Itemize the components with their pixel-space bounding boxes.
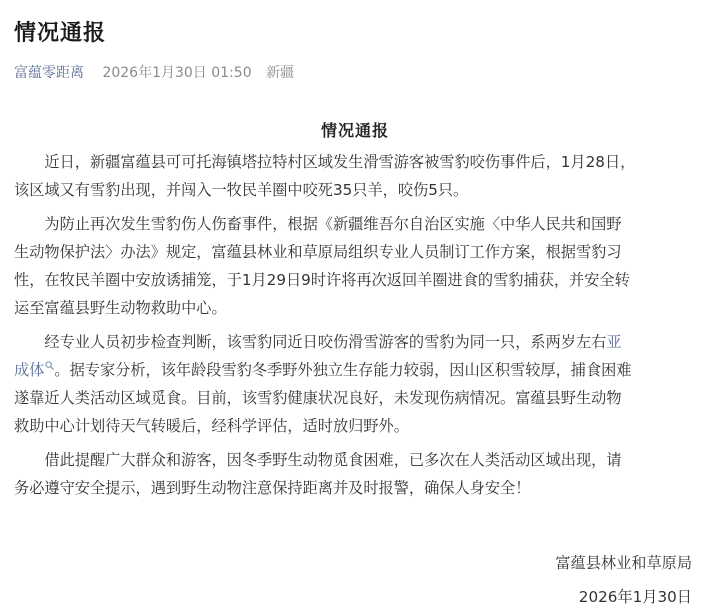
paragraph-1 — [14, 148, 696, 204]
paragraph-2 — [14, 210, 696, 322]
paragraph-line: 为防止再次发生雪豹伤人伤畜事件，根据《新疆维吾尔自治区实施〈中华人民共和国野 — [44, 215, 622, 233]
signature-date: 2026年1月30日 — [578, 588, 692, 606]
paragraph-line: 生动物保护法〉办法》规定，富蕴县林业和草原局组织专业人员制订工作方案，根据雪豹习 — [14, 243, 622, 261]
paragraph-line — [14, 328, 696, 356]
publish-date: 2026年1月30日 01:50 — [102, 65, 252, 81]
paragraph-text: 。据专家分析，该年龄段雪豹冬季野外独立生存能力较弱，因山区积雪较厚，捕食困难 — [54, 361, 632, 379]
paragraph-line: 遂靠近人类活动区域觅食。目前，该雪豹健康状况良好，未发现伤病情况。富蕴县野生动物 — [14, 389, 622, 407]
paragraph-line: 务必遵守安全提示，遇到野生动物注意保持距离并及时报警，确保人身安全！ — [14, 479, 531, 497]
paragraph-line: 该区域又有雪豹出现，并闯入一牧民羊圈中咬死35只羊，咬伤5只。 — [14, 181, 469, 199]
paragraph-4 — [14, 446, 696, 502]
subadult-search-link[interactable]: 亚 — [606, 333, 622, 351]
author-link[interactable]: 富蕴零距离 — [14, 65, 84, 81]
paragraph-line: 性，在牧民羊圈中安放诱捕笼，于1月29日9时许将再次返回羊圈进食的雪豹捕获，并安全转 — [14, 271, 630, 289]
subadult-search-link-cont[interactable]: 成体 — [14, 361, 45, 379]
notice-heading: 情况通报 — [320, 121, 389, 140]
paragraph-3 — [14, 328, 696, 440]
paragraph-text: 经专业人员初步检查判断，该雪豹同近日咬伤滑雪游客的雪豹为同一只，系两岁左右 — [44, 333, 607, 351]
paragraph-line — [14, 356, 696, 384]
article-title: 情况通报 — [14, 21, 107, 46]
paragraph-line: 借此提醒广大群众和游客，因冬季野生动物觅食困难，已多次在人类活动区域出现，请 — [44, 451, 622, 469]
paragraph-line: 运至富蕴县野生动物救助中心。 — [14, 299, 227, 317]
signature-organization: 富蕴县林业和草原局 — [555, 554, 692, 572]
publish-location: 新疆 — [266, 65, 295, 81]
article-meta — [14, 62, 294, 82]
search-icon[interactable] — [45, 361, 54, 370]
notice-body — [14, 148, 696, 508]
paragraph-line: 救助中心计划待天气转暖后，经科学评估，适时放归野外。 — [14, 417, 409, 435]
paragraph-line: 近日，新疆富蕴县可可托海镇塔拉特村区域发生滑雪游客被雪豹咬伤事件后，1月28日， — [44, 153, 636, 171]
